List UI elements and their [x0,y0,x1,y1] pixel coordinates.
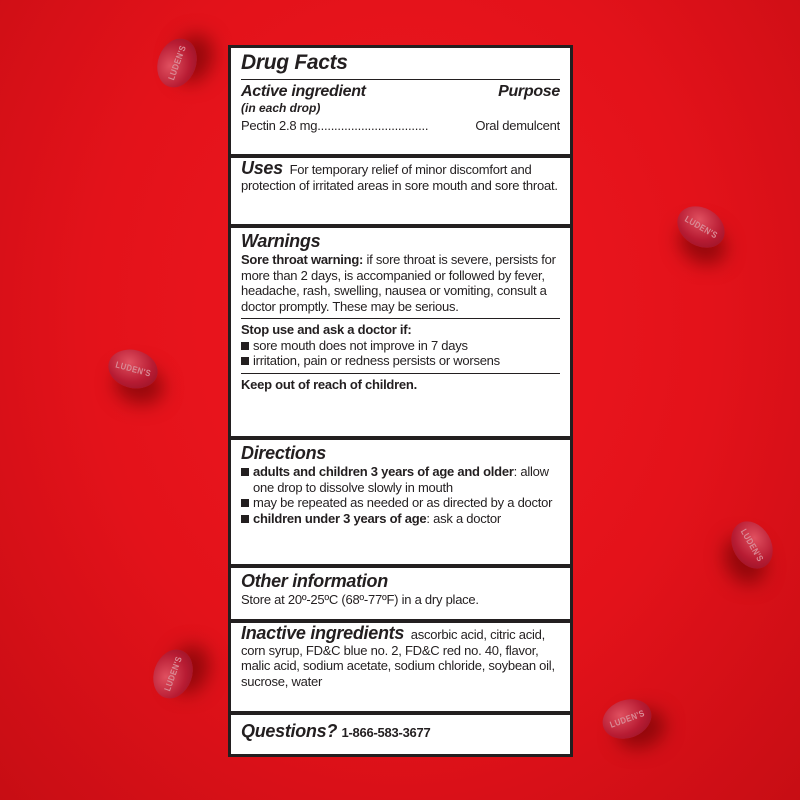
directions-heading: Directions [241,443,327,463]
direction-text: : ask a doctor [426,510,501,526]
stop-use-label: Stop use and ask a doctor if: [241,322,412,337]
active-subheading: (in each drop) [241,101,321,115]
panel-title: Drug Facts [241,51,348,74]
sore-throat-label: Sore throat warning: [241,252,364,267]
uses-section [231,158,570,228]
directions-section [231,440,570,568]
cough-drop: LUDEN'S [597,693,657,746]
ingredient: Pectin 2.8 mg [241,118,318,133]
questions-heading: Questions? [241,721,338,741]
direction-text: may be repeated as needed or as directed by a doctor [253,495,553,510]
inactive-text: ascorbic acid, citric acid, corn syrup, FD&C blue no. 2, FD&C red no. 40, flavor, malic acid, sodium acetate, sodium chloride, soybean oil, sucrose, water [241,627,555,689]
direction-text: : allow one drop to dissolve slowly in mouth [253,464,549,495]
other-text: Store at 20º-25ºC (68º-77ºF) in a dry place. [241,592,479,607]
cough-drop: LUDEN'S [670,198,732,256]
direction-bold: adults and children 3 years of age and older [253,464,514,479]
cough-drop: LUDEN'S [147,644,200,704]
uses-text: For temporary relief of minor discomfort and protection of irritated areas in sore mouth and sore throat. [241,162,558,193]
cough-drop: LUDEN'S [104,344,162,394]
stop-use-item: irritation, pain or redness persists or worsens [253,353,500,368]
keep-out-warning: Keep out of reach of children. [241,376,417,392]
leader-dots: ................................. [317,118,429,133]
questions-section [231,715,570,754]
uses-heading: Uses [241,158,283,178]
active-ingredient-section [231,48,570,158]
sore-throat-text: if sore throat is severe, persists for more than 2 days, is accompanied or followed by fever, headache, rash, swelling, nausea or vomiting, consult a doctor promptly. These may be serious. [241,252,556,314]
cough-drop: LUDEN'S [151,33,204,93]
drug-facts-panel [228,45,573,757]
cough-drop: LUDEN'S [723,514,781,576]
inactive-ingredients-section [231,623,570,715]
purpose: Oral demulcent [475,118,560,133]
other-heading: Other information [241,571,388,591]
warnings-section [231,228,570,440]
direction-bold: children under 3 years of age [253,510,427,526]
warnings-heading: Warnings [241,231,321,251]
phone-number: 1-866-583-3677 [341,725,431,740]
other-information-section [231,568,570,623]
inactive-heading: Inactive ingredients [241,623,405,643]
purpose-heading: Purpose [498,83,560,100]
stop-use-item: sore mouth does not improve in 7 days [253,337,468,353]
active-ingredient-heading: Active ingredient [241,83,366,100]
